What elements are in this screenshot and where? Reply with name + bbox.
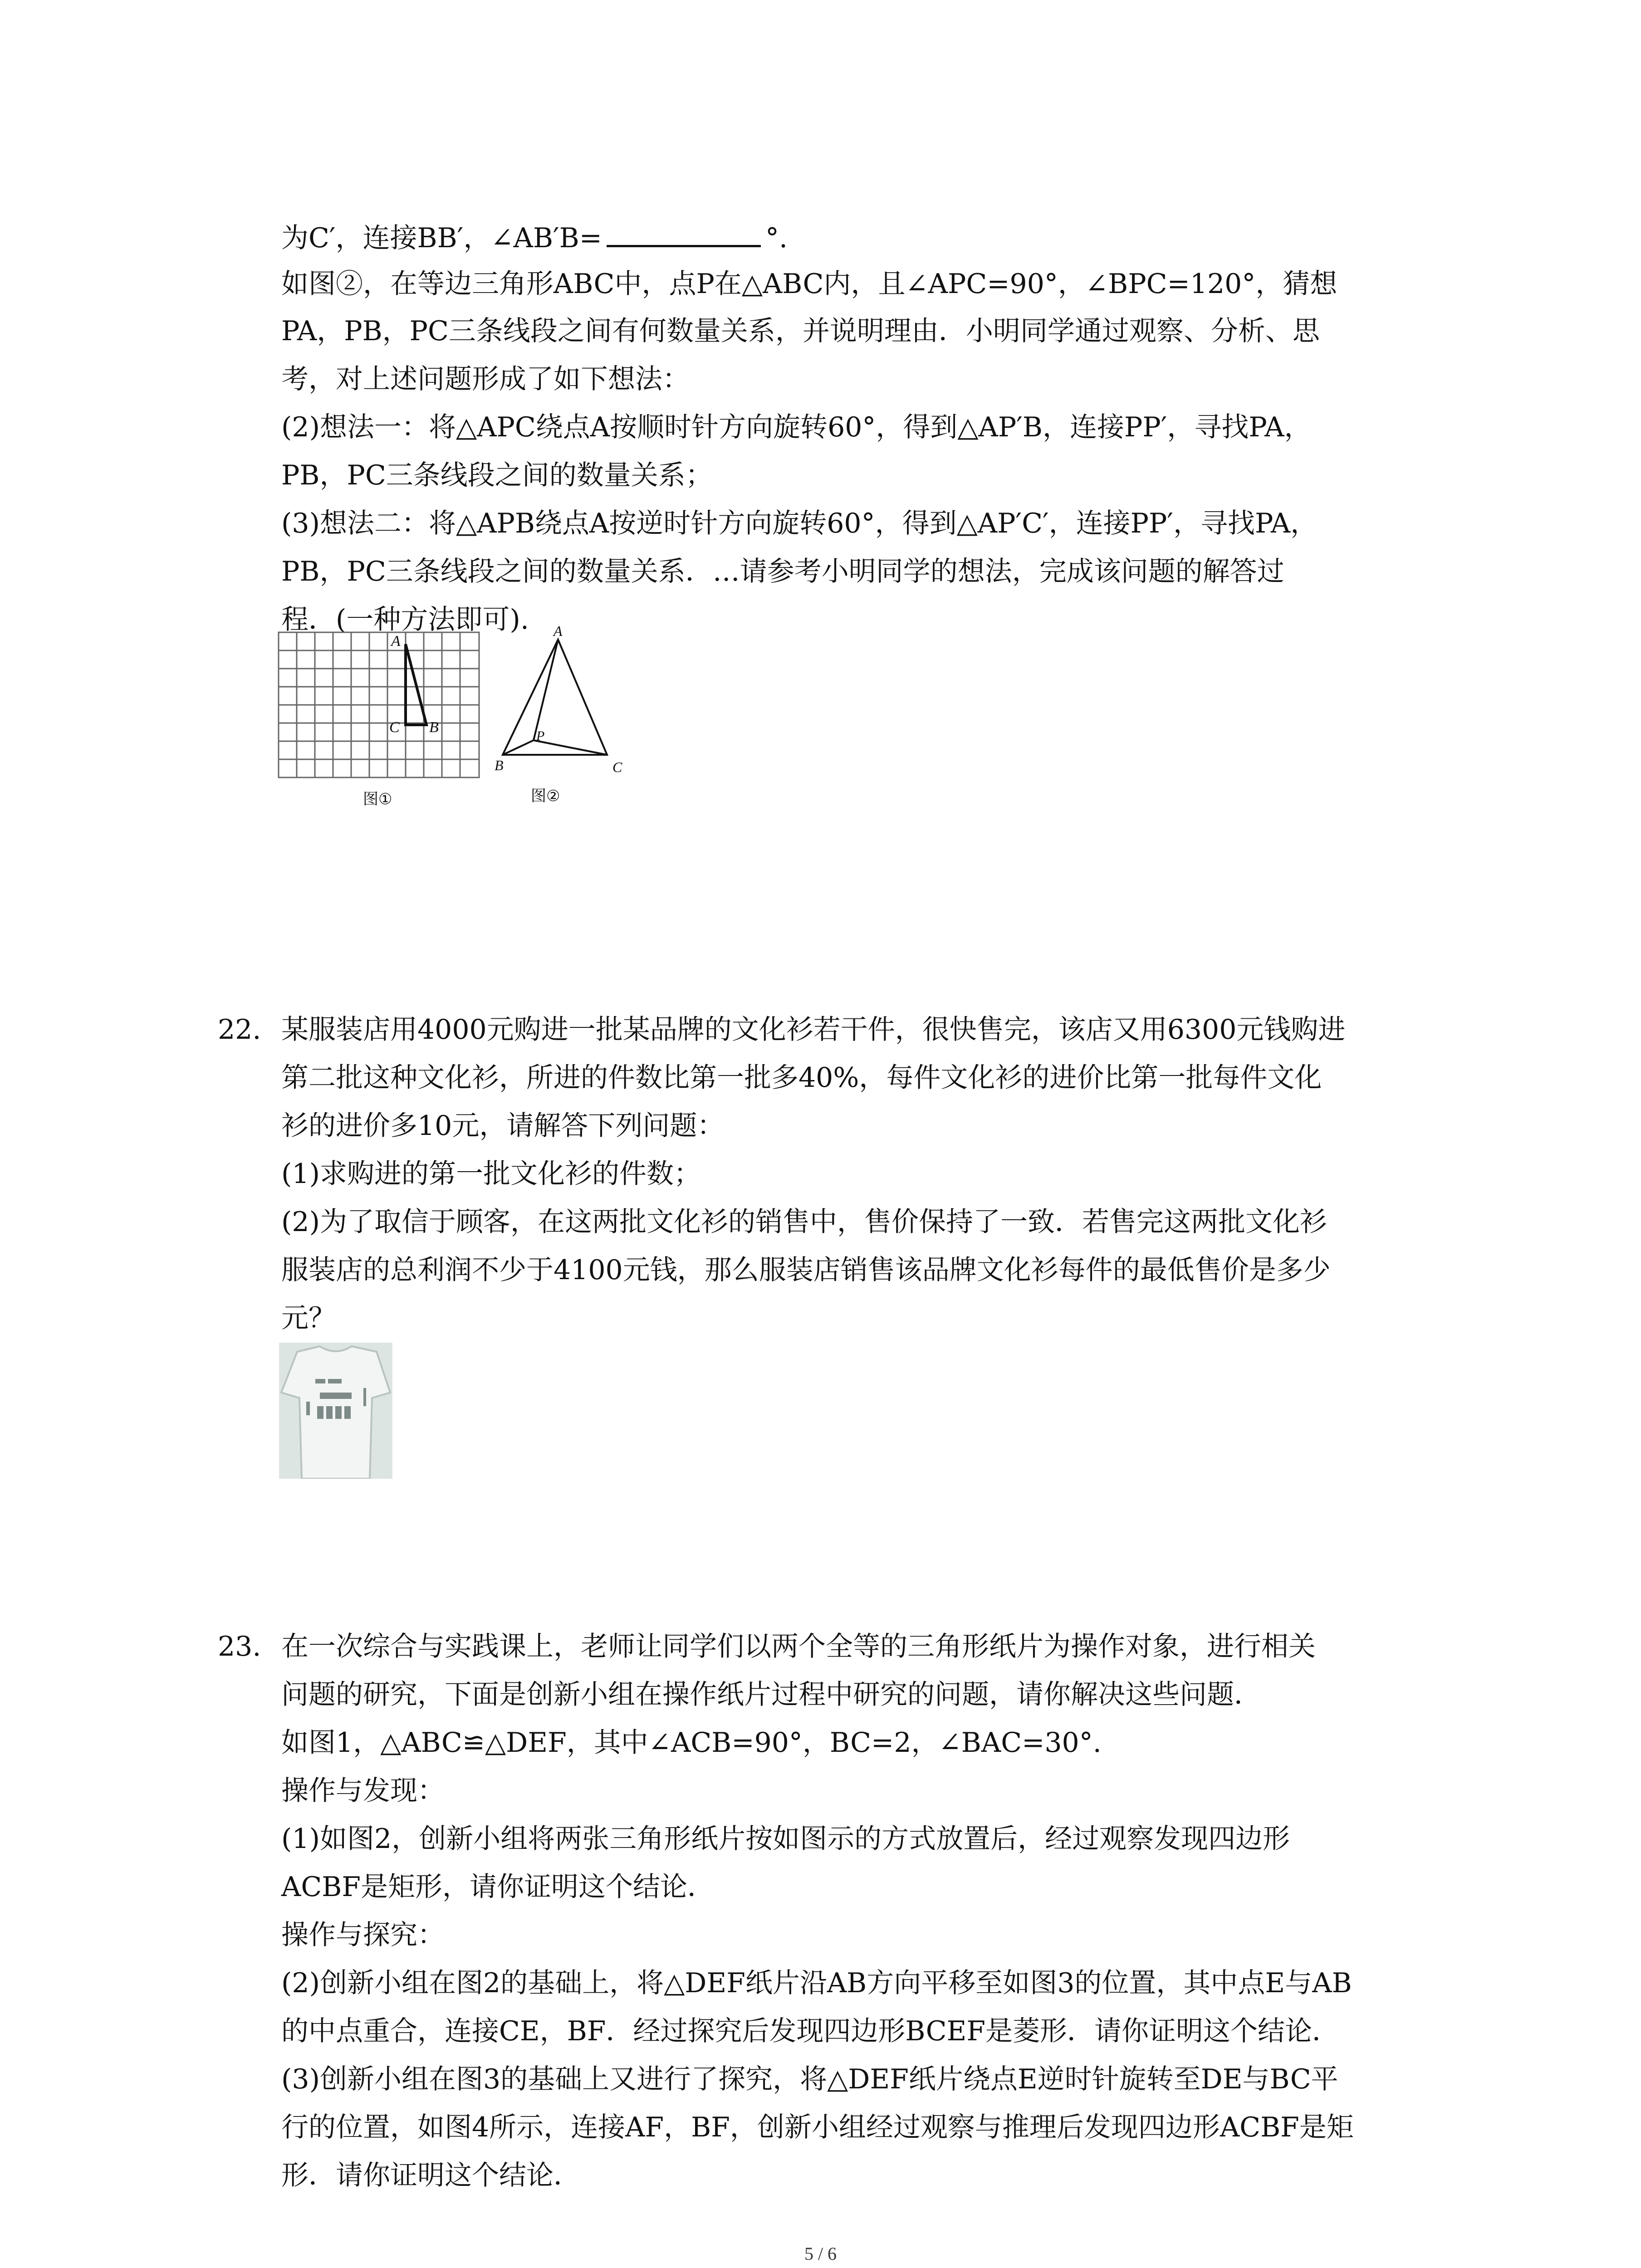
q22-number: 22. (218, 1014, 261, 1046)
q23-line-11: 行的位置，如图4所示，连接AF，BF，创新小组经过观察与推理后发现四边形ACBF是矩 (281, 2112, 1354, 2143)
q23-line-10: (3)创新小组在图3的基础上又进行了探究，将△DEF纸片绕点E逆时针旋转至DE与BC平 (281, 2063, 1338, 2095)
q23-line-4: 操作与发现： (281, 1775, 445, 1807)
fig1-label-a: A (391, 633, 401, 650)
figure-1-caption: 图① (363, 790, 392, 808)
q22-line-6: 服装店的总利润不少于4100元钱，那么服装店销售该品牌文化衫每件的最低售价是多少 (281, 1254, 1331, 1286)
fig2-label-b: B (495, 757, 504, 773)
q23-line-9: 的中点重合，连接CE，BF．经过探究后发现四边形BCEF是菱形．请你证明这个结论． (281, 2015, 1339, 2047)
q21-line-1 (281, 218, 788, 256)
q21-line-1-text: 为C′，连接BB′，∠AB′B= (281, 222, 603, 254)
fig2-label-p: P (536, 728, 545, 743)
tshirt-photo (279, 1343, 392, 1479)
q23-line-8: (2)创新小组在图2的基础上，将△DEF纸片沿AB方向平移至如图3的位置，其中点E与AB (281, 1967, 1352, 1999)
q21-line-6: PB，PC三条线段之间的数量关系； (281, 459, 713, 491)
q22-line-1: 某服装店用4000元购进一批某品牌的文化衫若干件，很快售完，该店又用6300元钱购进 (281, 1014, 1346, 1046)
page-number: 5 / 6 (804, 2244, 837, 2264)
q23-line-1: 在一次综合与实践课上，老师让同学们以两个全等的三角形纸片为操作对象，进行相关 (281, 1631, 1316, 1662)
q21-line-1-end: °. (765, 222, 788, 254)
q21-line-3: PA，PB，PC三条线段之间有何数量关系，并说明理由．小明同学通过观察、分析、思 (281, 315, 1320, 347)
figure-2-triangle (490, 626, 640, 780)
q23-line-3: 如图1，△ABC≌△DEF，其中∠ACB=90°，BC=2，∠BAC=30°. (281, 1727, 1102, 1759)
q21-line-9: 程．(一种方法即可). (281, 604, 529, 635)
q21-line-2: 如图②，在等边三角形ABC中，点P在△ABC内，且∠APC=90°，∠BPC=120°，猜想 (281, 268, 1337, 300)
figure-2-caption: 图② (531, 787, 560, 805)
q21-line-5: (2)想法一：将△APC绕点A按顺时针方向旋转60°，得到△AP′B，连接PP′，寻找PA， (281, 411, 1312, 443)
q22-line-3: 衫的进价多10元，请解答下列问题： (281, 1110, 725, 1142)
fig1-label-b: B (429, 719, 439, 736)
fig2-label-c: C (612, 759, 622, 775)
q23-line-12: 形．请你证明这个结论． (281, 2160, 581, 2191)
q21-line-7: (3)想法二：将△APB绕点A按逆时针方向旋转60°，得到△AP′C′，连接PP′，寻找PA， (281, 508, 1318, 539)
q22-line-4: (1)求购进的第一批文化衫的件数； (281, 1158, 701, 1190)
q23-line-7: 操作与探究： (281, 1919, 445, 1951)
q22-line-2: 第二批这种文化衫，所进的件数比第一批多40%，每件文化衫的进价比第一批每件文化 (281, 1062, 1322, 1094)
q21-line-4: 考，对上述问题形成了如下想法： (281, 363, 690, 395)
figure-1-grid (272, 626, 490, 794)
q22-line-5: (2)为了取信于顾客，在这两批文化衫的销售中，售价保持了一致．若售完这两批文化衫 (281, 1206, 1327, 1238)
fig1-label-c: C (389, 719, 400, 736)
q21-line-8: PB，PC三条线段之间的数量关系．…请参考小明同学的想法，完成该问题的解答过 (281, 556, 1284, 587)
q23-line-6: ACBF是矩形，请你证明这个结论． (281, 1871, 715, 1903)
q23-line-2: 问题的研究，下面是创新小组在操作纸片过程中研究的问题，请你解决这些问题． (281, 1679, 1261, 1711)
fig2-label-a: A (554, 626, 563, 639)
answer-blank[interactable] (607, 218, 761, 247)
q23-number: 23. (218, 1631, 261, 1662)
q23-line-5: (1)如图2，创新小组将两张三角形纸片按如图示的方式放置后，经过观察发现四边形 (281, 1823, 1290, 1855)
q22-line-7: 元？ (281, 1302, 336, 1334)
